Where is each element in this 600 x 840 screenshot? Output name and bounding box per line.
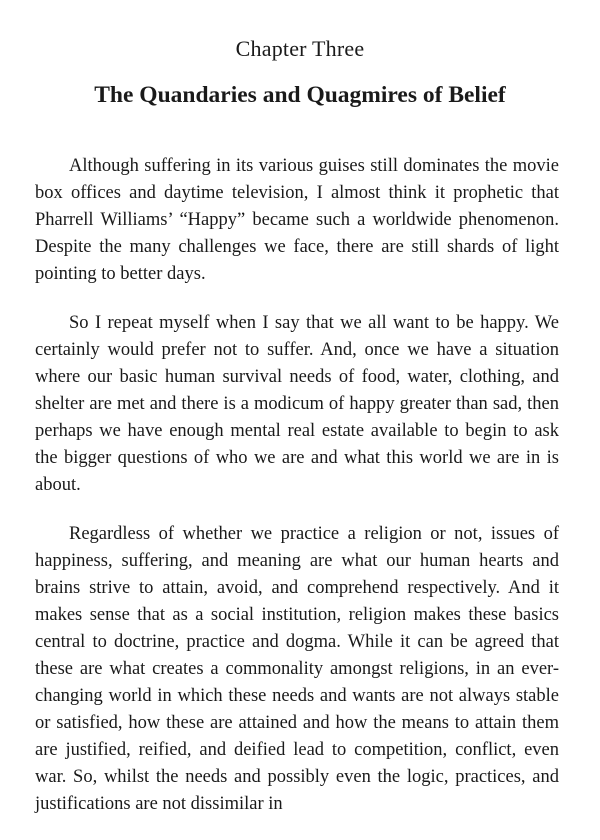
paragraph-2: So I repeat myself when I say that we all want to be happy. We certainly would prefer not to suffer. And, once we have a situation where our basic human survival needs of food, water, clothing, and shelter are met and there is a modicum of happy greater than sad, then perhaps we have enough mental real estate available to begin to ask the bigger questions of who we are and what this world we are in is about. [35,313,559,495]
chapter-title: The Quandaries and Quagmires of Belief [94,82,506,108]
paragraph-1: Although suffering in its various guises still dominates the movie box offices and daytime television, I almost think it prophetic that Pharrell Williams’ “Happy” became such a worldwide phenomenon. Despite the many challenges we face, there are still shards of light pointing to better days. [35,156,559,284]
paragraph-3: Regardless of whether we practice a religion or not, issues of happiness, suffering, and meaning are what our human hearts and brains strive to attain, avoid, and comprehend respectively. And it makes sense that as a social institution, religion makes these basics central to doctrine, practice and dogma. While it can be agreed that these are what creates a commonality amongst religions, in an ever-changing world in which these needs and wants are not always stable or satisfied, how these are attained and how the means to attain them are justified, reified, and deified lead to competition, conflict, even war. So, whilst the needs and possibly even the logic, practices, and justifications are not dissimilar in [35,524,559,814]
chapter-label: Chapter Three [235,36,365,61]
body-text [35,153,559,840]
